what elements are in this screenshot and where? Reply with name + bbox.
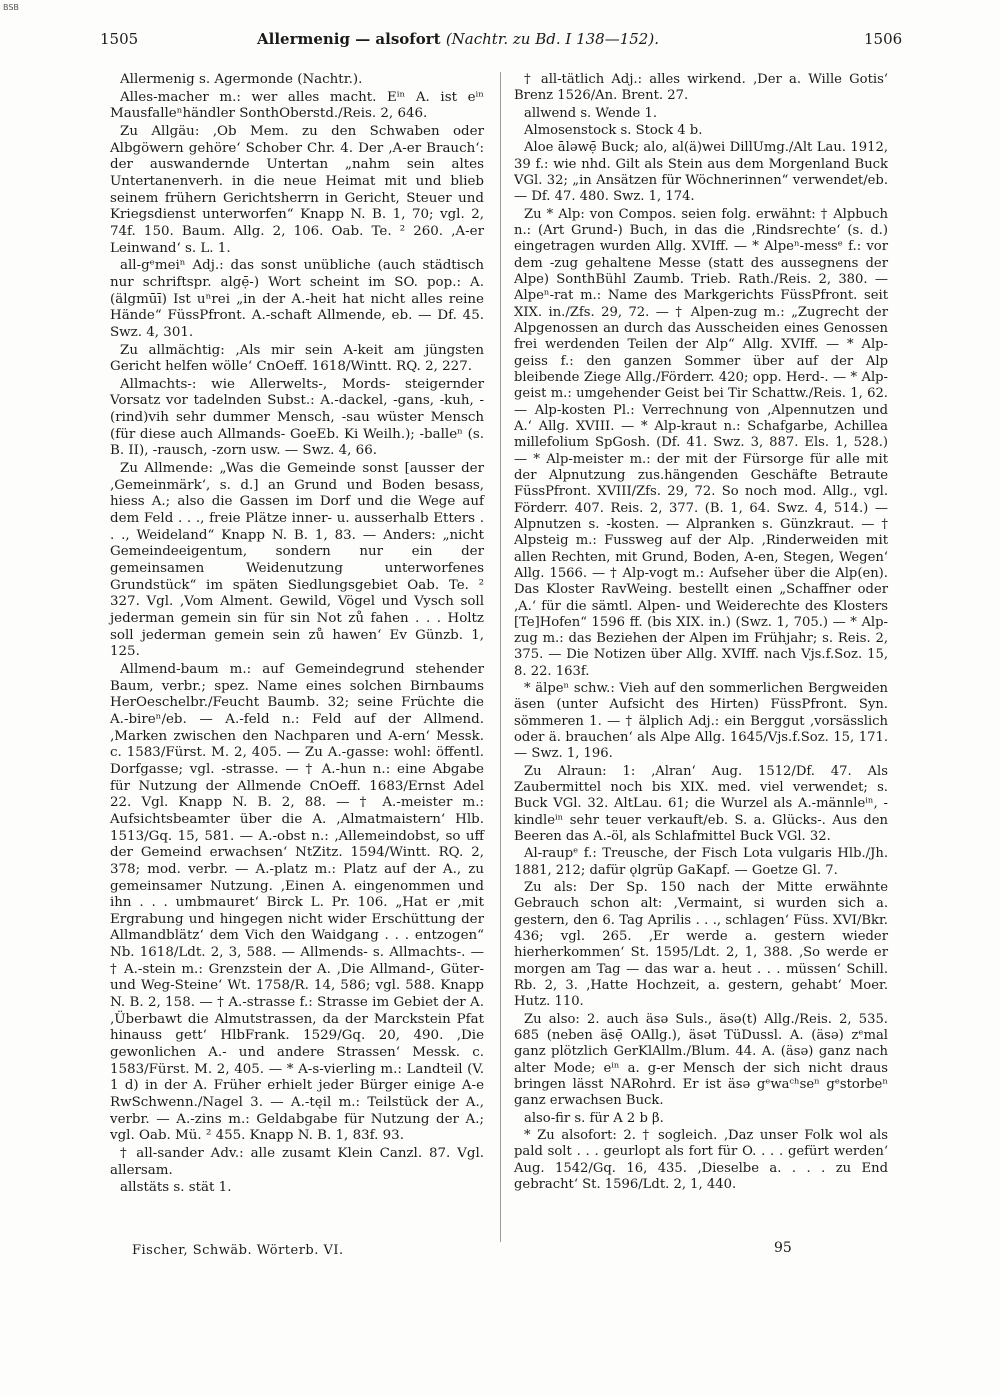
sheet-number: 95 bbox=[774, 1240, 792, 1256]
dictionary-entry: Zu Allmende: „Was die Gemeinde sonst [ausser der ‚Gemeinmärk‘, s. d.] an Grund und Boden besass, hiess A.; also die Gassen im Dorf und die Wege auf dem Feld . . ., freie Plätze inner- u. ausserhalb Etters . . ., Weideland“ Knapp N. B. 1, 83. — Anders: „nicht Gemeindeeigentum, sondern nur ein der gemeinsamen Weidenutzung unterworfenes Grundstück“ im späten Siedlungsgebiet Oab. Te. ² 327. Vgl. ‚Vom Alment. Gewild, Vögel und Vysch soll jederman gemein sin für sin Not zů fahen . . . Holtz soll jederman gemein sein zů hawen‘ Ev Günzb. 1, 125. bbox=[110, 461, 484, 660]
dictionary-entry: Zu Alraun: 1: ‚Alran‘ Aug. 1512/Df. 47. Als Zaubermittel noch bis XIX. med. viel verwendet; s. Buck VGl. 32. AltLau. 61; die Wurzel als A.-männleⁱⁿ, -kindleⁱⁿ sehr teuer verkauft/eb. S. a. Glücks-. Aus den Beeren das A.-öl, als Schlafmittel Buck VGl. 32. bbox=[514, 763, 888, 845]
dictionary-entry: * Zu alsofort: 2. † sogleich. ‚Daz unser Folk wol als pald solt . . . geurlopt als fort für O. . . . gefürt werden‘ Aug. 1542/Gq. 16, 435. ‚Dieselbe a. . . . zu End gebracht‘ St. 1596/Ldt. 2, 1, 440. bbox=[514, 1128, 888, 1192]
page-header bbox=[0, 30, 1000, 52]
dictionary-entry: Allermenig s. Agermonde (Nachtr.). bbox=[120, 72, 363, 87]
column-divider bbox=[500, 72, 501, 1242]
right-column bbox=[514, 72, 888, 1194]
dictionary-entry: allwend s. Wende 1. bbox=[524, 105, 657, 121]
dictionary-entry: † all-tätlich Adj.: alles wirkend. ‚Der a. Wille Gotis‘ Brenz 1526/An. Brent. 27. bbox=[514, 72, 888, 104]
left-column bbox=[110, 72, 484, 1198]
publication-footer: Fischer, Schwäb. Wörterb. VI. bbox=[132, 1243, 344, 1258]
running-title-text: Allermenig — alsofort bbox=[257, 30, 441, 48]
dictionary-entry: Allmend-baum m.: auf Gemeindegrund stehender Baum, verbr.; spez. Name eines solchen Birnbaums HerOeschelbr./Feucht Baumb. 32; seine Früchte die A.-bireⁿ/eb. — A.-feld n.: Feld auf der Allmend. ‚Marken zwischen den Nachparen und A-ern‘ Messk. c. 1583/Fürst. M. 2, 405. — Zu A.-gasse: wohl: öffentl. Dorfgasse; vgl. -strasse. — † A.-hun n.: eine Abgabe für Nutzung der Allmende CnOeff. 1683/Ernst Adel 22. Vgl. Knapp N. B. 2, 88. — † A.-meister m.: Aufsichtsbeamter über die A. ‚Almatmaistern‘ Hlb. 1513/Gq. 15, 581. — A.-obst n.: ‚Allemeindobst, so uff der Gemeind erwachsen‘ NtZitz. 1594/Wintt. RQ. 2, 378; mod. verbr. — A.-platz m.: Platz auf der A., zu gemeinsamer Nutzung. ‚Einen A. eingenommen und ihn . . . umbmauret‘ Birck L. Pr. 106. „Hat er ‚mit Ergrabung und hingegen nicht wider Erschüttung der Allmandblätz‘ dem Vich den Waidgang . . . entzogen“ Nb. 1618/Ldt. 2, 3, 588. — Allmends- s. Allmachts-. — † A.-stein m.: Grenzstein der A. ‚Die Allmand-, Güter- und Weg-Steine‘ Wt. 1758/R. 14, 586; vgl. 588. Knapp N. B. 2, 158. — † A.-strasse f.: Strasse im Gebiet der A. ‚Überbawt die Almutstrassen, da der Marckstein Pfat hinauss gett‘ HlbFrank. 1529/Gq. 20, 490. ‚Die gewonlichen A.- und andere Strassen‘ Messk. c. 1583/Fürst. M. 2, 405. — * A-s-vierling m.: Landteil (V. 1 d) in der A. Früher erhielt jeder Bürger einige A-e RwSchwenn./Nagel 3. — A.-tęil m.: Teilstück der A., verbr. — A.-zins m.: Geldabgabe für Nutzung der A.; vgl. Oab. Mü. ² 455. Knapp N. B. 1, 83f. 93. bbox=[110, 661, 484, 1144]
dictionary-entry: * älpeⁿ schw.: Vieh auf den sommerlichen Bergweiden äsen (unter Aufsicht des Hirten) FüssPfront. Syn. sömmeren 1. — † älplich Adj.: ein Berggut ‚vorsässlich oder ä. brauchen‘ als Alpe Allg. 1645/Vjs.f.Soz. 15, 171. — Swz. 1, 196. bbox=[514, 681, 888, 762]
running-title bbox=[257, 30, 659, 48]
dictionary-entry: Zu Allgäu: ‚Ob Mem. zu den Schwaben oder Albgöwern gehöre‘ Schober Chr. 4. Der ‚A-er Brauch‘: der auswandernde Untertan „nahm sein altes Untertanenverh. in die neue Heimat mit und blieb seinem frühern Gerichtsherrn in Gericht, Steuer und Kriegsdienst unterworfen“ Knapp N. B. 1, 70; vgl. 2, 74f. 150. Baum. Allg. 2, 106. Oab. Te. ² 260. ‚A-er Leinwand‘ s. L. 1. bbox=[110, 123, 484, 256]
running-title-reference: (Nachtr. zu Bd. I 138—152). bbox=[445, 30, 659, 48]
dictionary-entry: Zu allmächtig: ‚Als mir sein A-keit am jüngsten Gericht helfen wölle‘ CnOeff. 1618/Wintt. RQ. 2, 227. bbox=[110, 342, 484, 375]
dictionary-entry: Alles-macher m.: wer alles macht. Eⁱⁿ A. ist eⁱⁿ Mausfalleⁿhändler SonthOberstd./Reis. 2, 646. bbox=[110, 89, 484, 122]
dictionary-entry: Al-raupᵉ f.: Treusche, der Fisch Lota vulgaris Hlb./Jh. 1881, 212; dafür ǫlgrüp GaKapf. — Goetze Gl. 7. bbox=[514, 846, 888, 878]
dictionary-entry: Zu als: Der Sp. 150 nach der Mitte erwähnte Gebrauch schon alt: ‚Vermaint, si wurden sich a. gestern, den 6. Tag Aprilis . . ., schlagen‘ Füss. XVI/Bkr. 436; vgl. 265. ‚Er werde a. gestern wieder hierherkommen‘ St. 1595/Ldt. 2, 1, 388. ‚So werde er morgen am Tag — das war a. heut . . . müssen‘ Schill. Rb. 2, 3. ‚Hatte Hochzeit, a. gestern, gehabt‘ Moer. Hutz. 110. bbox=[514, 880, 888, 1010]
dictionary-entry: Zu * Alp: von Compos. seien folg. erwähnt: † Alpbuch n.: (Art Grund-) Buch, in das die ‚Rindsrechte‘ (s. d.) eingetragen wurden Allg. XVIff. — * Alpeⁿ-messᵉ f.: vor dem -zug gehaltene Messe (statt des aussegnens der Alpe) SonthBühl Zaumb. Trieb. Rath./Reis. 2, 380. — Alpeⁿ-rat m.: Name des Markgerichts FüssPfront. seit XIX. in./Zfs. 29, 72. — † Alpen-zug m.: „Zugrecht der Alpgenossen an durch das Ausscheiden eines Genossen frei werdenden Teilen der Alp“ Allg. XVIff. — * Alp-geiss f.: den ganzen Sommer über auf der Alp bleibende Ziege Allg./Förderr. 420; opp. Herd-. — * Alp-geist m.: umgehender Geist bei Tir Schattw./Reis. 1, 62. — Alp-kosten Pl.: Verrechnung von ‚Alpennutzen und A.‘ Allg. XVIII. — * Alp-kraut n.: Schafgarbe, Achillea millefolium SpGosh. (Df. 41. Swz. 3, 887. Els. 1, 528.) — * Alp-meister m.: der mit der Fürsorge für alle mit der Alpnutzung zus.hängenden Geschäfte Betraute FüssPfront. XVIII/Zfs. 29, 72. So noch mod. Allg., vgl. Förderr. 407. Reis. 2, 377. (B. 1, 64. Swz. 4, 514.) — Alpnutzen s. -kosten. — Alpranken s. Günzkraut. — † Alpsteig m.: Fussweg auf der Alp. ‚Rinderweiden mit allen Rechten, mit Grund, Boden, A-en, Stegen, Wegen‘ Allg. 1566. — † Alp-vogt m.: Aufseher über die Alp(en). Das Kloster RavWeing. bestellt einen „Schaffner oder ‚A.‘ für die sämtl. Alpen- und Weiderechte des Klosters [Te]Hofen“ 1596 ff. (bis XIX. in.) (Swz. 1, 705.) — * Alp-zug m.: das Beziehen der Alpen im Frühjahr; s. Reis. 2, 375. — Die Notizen über Allg. XVIff. nach Vjs.f.Soz. 15, 8. 22. 163f. bbox=[514, 206, 888, 679]
page-number-right: 1506 bbox=[864, 30, 903, 48]
dictionary-entry: Aloe ālǝwẹ̄ Buck; alo, al(ä)wei DillUmg./Alt Lau. 1912, 39 f.: wie nhd. Gilt als Stein aus dem Morgenland Buck VGl. 32; „in Ansätzen für Wöchnerinnen“ verwendet/eb. — Df. 47. 480. Swz. 1, 174. bbox=[514, 140, 888, 205]
dictionary-entry: Allmachts-: wie Allerwelts-, Mords- steigernder Vorsatz vor tadelnden Subst.: A.-dackel, -gans, -kuh, -(rind)vih sehr dummer Mensch, -sau wüster Mensch (für diese auch Allmands- GoeEb. Ki Weilh.); -balleⁿ (s. B. II), -rausch, -zorn usw. — Swz. 4, 66. bbox=[110, 376, 484, 459]
dictionary-entry: also-fir s. für A 2 b β. bbox=[524, 1110, 664, 1126]
dictionary-entry: allstäts s. stät 1. bbox=[120, 1180, 232, 1196]
library-stamp: BSB bbox=[3, 3, 19, 12]
page-number-left: 1505 bbox=[100, 30, 139, 48]
dictionary-entry: † all-sander Adv.: alle zusamt Klein Canzl. 87. Vgl. allersam. bbox=[110, 1146, 484, 1178]
dictionary-entry: Almosenstock s. Stock 4 b. bbox=[524, 122, 703, 138]
dictionary-entry: all-gᵉmeiⁿ Adj.: das sonst unübliche (auch städtisch nur schriftspr. algẹ̄-) Wort scheint im SO. pop.: A. (älgmūī) Ist uⁿrei „in der A.-heit hat nicht alles reine Hände“ FüssPfront. A.-schaft Allmende, eb. — Df. 45. Swz. 4, 301. bbox=[110, 258, 484, 340]
dictionary-entry: Zu also: 2. auch äsǝ Suls., äsǝ(t) Allg./Reis. 2, 535. 685 (neben äsẹ̄ OAllg.), äsǝt TüDussl. A. (äsǝ) zᵉmal ganz plötzlich GerKlAllm./Blum. 44. A. (äsǝ) ganz nach alter Mode; eⁱⁿ a. g-er Mensch der sich nicht draus bringen lässt NARohrd. Er ist äsǝ gᵉwaᶜʰseⁿ gᵉstorbeⁿ ganz erwachsen Buck. bbox=[514, 1011, 888, 1109]
